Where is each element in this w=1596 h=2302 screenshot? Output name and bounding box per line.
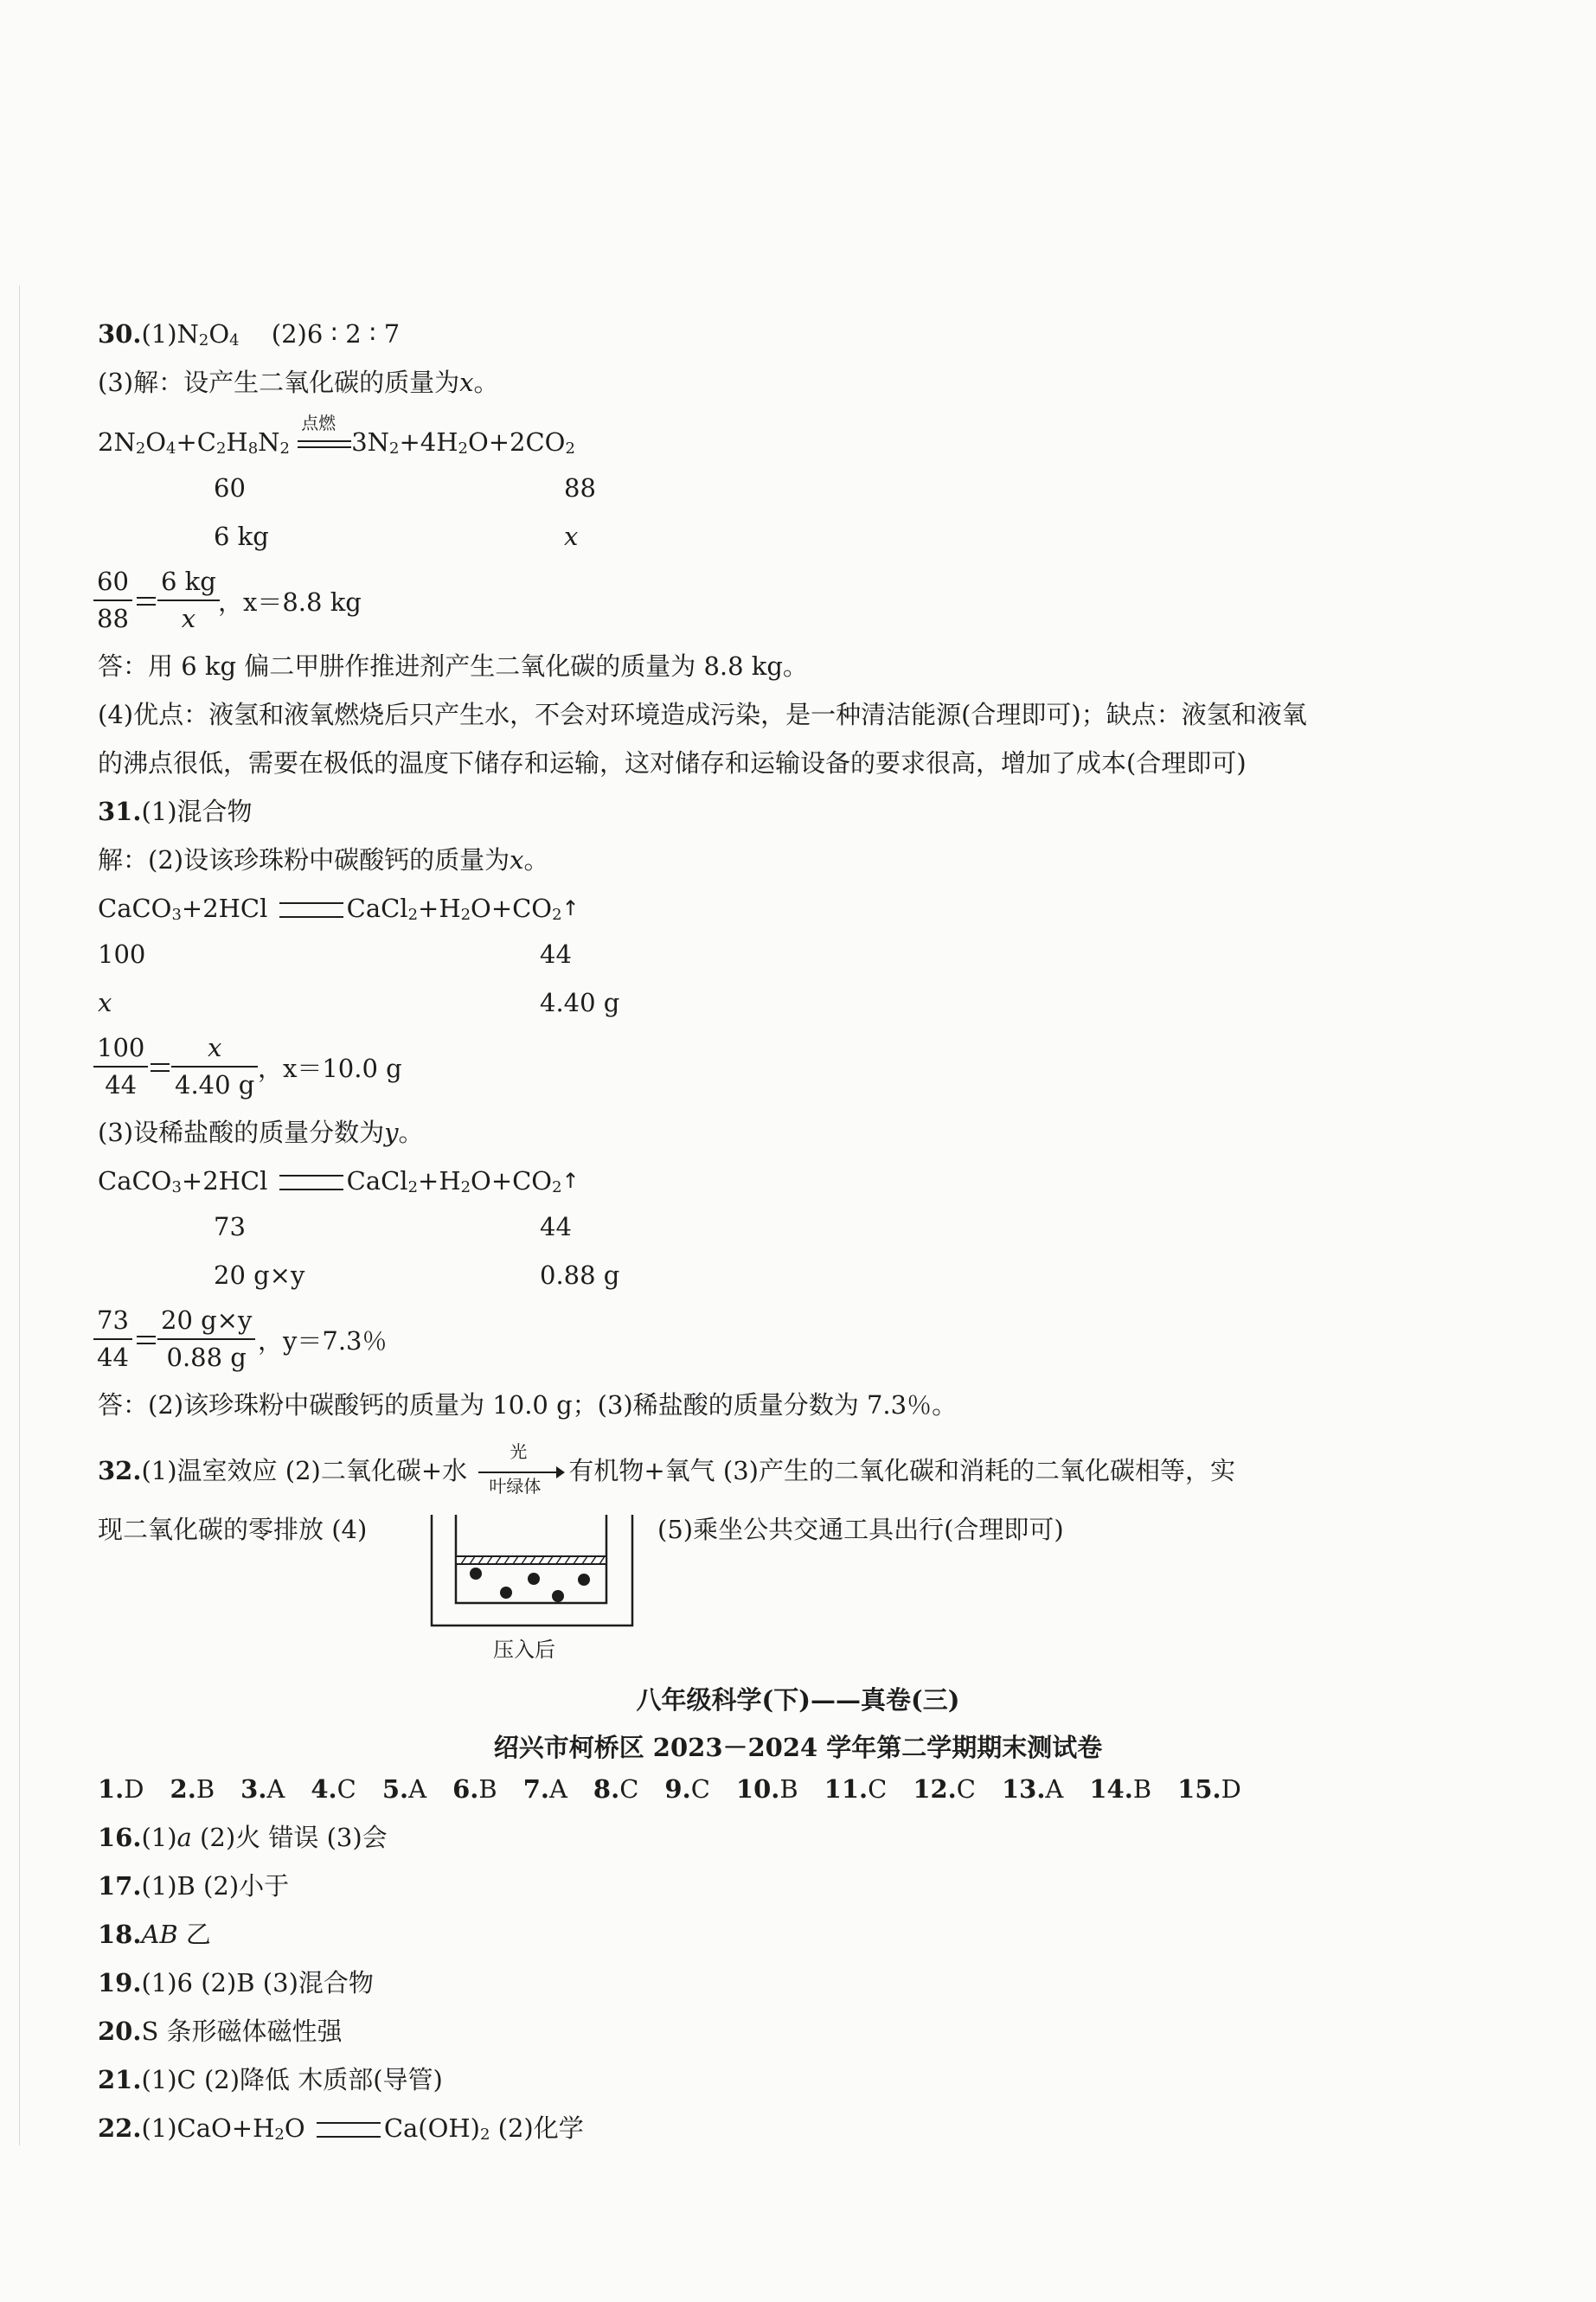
mc-answer-item xyxy=(452,1774,497,1804)
mc-answer-item xyxy=(382,1774,426,1804)
q31-ratio-row-2: x xyxy=(98,988,112,1017)
mc-answer-letter: C xyxy=(690,1774,710,1804)
q31-ratio-row-1: 100 xyxy=(98,939,146,969)
equals-sign xyxy=(137,592,156,611)
mc-question-number: 7. xyxy=(522,1774,549,1804)
reaction-sign xyxy=(317,2122,381,2138)
mc-answer-letter: A xyxy=(408,1774,427,1804)
q30-line-4b: 的沸点很低，需要在极低的温度下储存和运输，这对储存和运输设备的要求很高，增加了成本(合理即可) xyxy=(98,748,1247,778)
q31-ratio-row-3b: 44 xyxy=(540,1212,572,1241)
q30-line-4a: (4)优点：液氢和液氧燃烧后只产生水，不会对环境造成污染，是一种清洁能源(合理即可)；缺点：液氢和液氧 xyxy=(98,700,1307,729)
page-binding-edge xyxy=(19,285,20,2145)
q17-line: 17.(1)B (2)小于 xyxy=(98,1871,290,1901)
diagram-caption: 压入后 xyxy=(493,1638,555,1662)
mc-question-number: 9. xyxy=(664,1774,691,1804)
mc-question-number: 1. xyxy=(98,1774,125,1804)
mc-answer-letter: C xyxy=(337,1774,356,1804)
arrow-head-icon xyxy=(556,1466,565,1478)
mc-question-number: 10. xyxy=(735,1774,780,1804)
mc-answer-letter: B xyxy=(779,1774,798,1804)
mc-answer-letter: A xyxy=(548,1774,567,1804)
gas-particle xyxy=(578,1574,590,1586)
mc-answer-letter: D xyxy=(1221,1774,1241,1804)
q31-result-1: ，x＝10.0 g xyxy=(258,1054,402,1083)
q30-ratio-row-2b: x xyxy=(564,522,579,551)
mc-answer-letter: B xyxy=(195,1774,215,1804)
q31-ratio-row-2b: 4.40 g xyxy=(540,988,620,1017)
mc-answer-item xyxy=(240,1774,285,1804)
mc-answer-item xyxy=(736,1774,798,1804)
q30-ratio-row-2: 6 kg xyxy=(214,522,269,551)
compressed-gas-diagram xyxy=(428,1511,636,1629)
mc-question-number: 12. xyxy=(913,1774,957,1804)
mc-answer-item xyxy=(170,1774,215,1804)
mc-answer-item xyxy=(523,1774,567,1804)
mc-question-number: 2. xyxy=(170,1774,196,1804)
gas-up-arrow-icon: ↑ xyxy=(561,1169,580,1193)
mc-answer-item xyxy=(311,1774,356,1804)
mc-answer-letter: C xyxy=(956,1774,976,1804)
gas-particle xyxy=(552,1590,564,1602)
q18-line: 18.AB 乙 xyxy=(98,1920,211,1949)
mc-question-number: 11. xyxy=(824,1774,869,1804)
mc-answer-letter: D xyxy=(124,1774,144,1804)
mc-answer-item xyxy=(1002,1774,1063,1804)
equals-sign xyxy=(137,1331,156,1350)
photosynthesis-arrow: 光 叶绿体 xyxy=(478,1464,565,1481)
q31-fraction-1: 100 44 xyxy=(93,1036,148,1098)
q22-line: $22.(1)CaO+H_2O$ $Ca(OH)_2$ (2)化学 xyxy=(98,2113,584,2145)
q31-ratio-row-4: 20 g×y xyxy=(214,1260,305,1290)
q32-line-2b: (5)乘坐公共交通工具出行(合理即可) xyxy=(657,1515,1064,1544)
cylinder-outline xyxy=(432,1515,632,1626)
gas-particle xyxy=(528,1573,540,1585)
q32-line-2a: 现二氧化碳的零排放 (4) xyxy=(98,1515,368,1544)
reaction-sign xyxy=(279,902,343,918)
gas-particles xyxy=(470,1568,590,1602)
equals-sign xyxy=(151,1058,170,1077)
q31-ratio-row-3: 73 xyxy=(214,1212,246,1241)
section-subtitle: 绍兴市柯桥区 2023－2024 学年第二学期期末测试卷 xyxy=(493,1733,1103,1762)
q30-fraction-2: 6 kg x xyxy=(157,569,220,632)
mc-answer-item xyxy=(824,1774,888,1804)
mc-question-number: 3. xyxy=(240,1774,267,1804)
q31-answer: 答：(2)该珍珠粉中碳酸钙的质量为 10.0 g；(3)稀盐酸的质量分数为 7.3％。 xyxy=(98,1390,958,1420)
piston xyxy=(456,1556,606,1564)
gas-particle xyxy=(470,1568,482,1580)
mc-question-number: 6. xyxy=(452,1774,479,1804)
mc-question-number: 13. xyxy=(1001,1774,1046,1804)
mc-answer-letter: A xyxy=(1045,1774,1064,1804)
q31-line-3: (3)设稀盐酸的质量分数为y。 xyxy=(98,1118,424,1147)
section-title: 八年级科学(下)——真卷(三) xyxy=(636,1685,960,1715)
mc-answer-item xyxy=(1177,1774,1241,1804)
mc-answer-letter: C xyxy=(868,1774,888,1804)
q31-equation-2: CaCO$_3$+2HCl $CaCl_2+H_2O+CO_2↑$ xyxy=(98,1166,580,1197)
q31-ratio-row-1b: 44 xyxy=(540,939,572,969)
mc-answer-item xyxy=(593,1774,638,1804)
q30-result: ，x＝8.8 kg xyxy=(218,587,362,617)
mc-answer-letter: B xyxy=(478,1774,497,1804)
q31-fraction-2: x 4.40 g xyxy=(171,1036,258,1098)
gas-particle xyxy=(500,1587,512,1599)
q30-fraction-1: 60 88 xyxy=(93,569,132,632)
q30-answer: 答：用 6 kg 偏二甲肼作推进剂产生二氧化碳的质量为 8.8 kg。 xyxy=(98,651,808,681)
q31-result-2: ，y＝7.3％ xyxy=(258,1326,388,1356)
q19-line: 19.(1)6 (2)B (3)混合物 xyxy=(98,1968,374,1997)
q16-line: 16.(1)a (2)火 错误 (3)会 xyxy=(98,1823,388,1852)
q30-ratio-row-1: 60 xyxy=(214,473,246,503)
mc-question-number: 5. xyxy=(381,1774,409,1804)
mc-question-number: 15. xyxy=(1177,1774,1221,1804)
q31-line-2: 解：(2)设该珍珠粉中碳酸钙的质量为x。 xyxy=(98,845,549,875)
mc-answer-item xyxy=(664,1774,709,1804)
gas-up-arrow-icon: ↑ xyxy=(561,896,580,920)
mc-answer-item xyxy=(1089,1774,1151,1804)
mc-answer-item xyxy=(98,1774,144,1804)
reaction-condition-sign: 点燃 xyxy=(298,435,351,452)
q30-line-1: $30.(1)N_2O_4$ (2)6 ∶ 2 ∶ 7 xyxy=(98,319,401,350)
mc-answer-item xyxy=(913,1774,976,1804)
mc-question-number: 14. xyxy=(1089,1774,1133,1804)
q31-equation-1: CaCO$_3$+2HCl $CaCl_2+H_2O+CO_2↑$ xyxy=(98,894,580,925)
mc-answer-letter: B xyxy=(1132,1774,1152,1804)
mc-question-number: 4. xyxy=(311,1774,337,1804)
q31-fraction-4: 20 g×y 0.88 g xyxy=(157,1308,255,1370)
q21-line: 21.(1)C (2)降低 木质部(导管) xyxy=(98,2065,443,2094)
q20-line: 20.S 条形磁体磁性强 xyxy=(98,2017,343,2046)
mc-answers xyxy=(98,1774,1267,1804)
q30-line-3: (3)解：设产生二氧化碳的质量为x。 xyxy=(98,368,499,397)
q31-fraction-3: 73 44 xyxy=(93,1308,132,1370)
mc-answer-letter: A xyxy=(266,1774,285,1804)
q32-line-1: 32.(1)温室效应 (2)二氧化碳+水 光 叶绿体 有机物+氧气 (3)产生的二氧化碳和消耗的二氧化碳相等，实 xyxy=(98,1441,1235,1497)
q30-ratio-row-1b: 88 xyxy=(564,473,596,503)
mc-answer-letter: C xyxy=(619,1774,639,1804)
reaction-sign xyxy=(279,1175,343,1190)
q31-line-1: 31.(1)混合物 xyxy=(98,797,253,826)
q31-ratio-row-4b: 0.88 g xyxy=(540,1260,620,1290)
mc-question-number: 8. xyxy=(593,1774,620,1804)
q30-equation: $2N_2O_4+C_2H_8N_2$ 点燃 $3N_2+4H_2O+2CO_2$ xyxy=(98,413,575,458)
